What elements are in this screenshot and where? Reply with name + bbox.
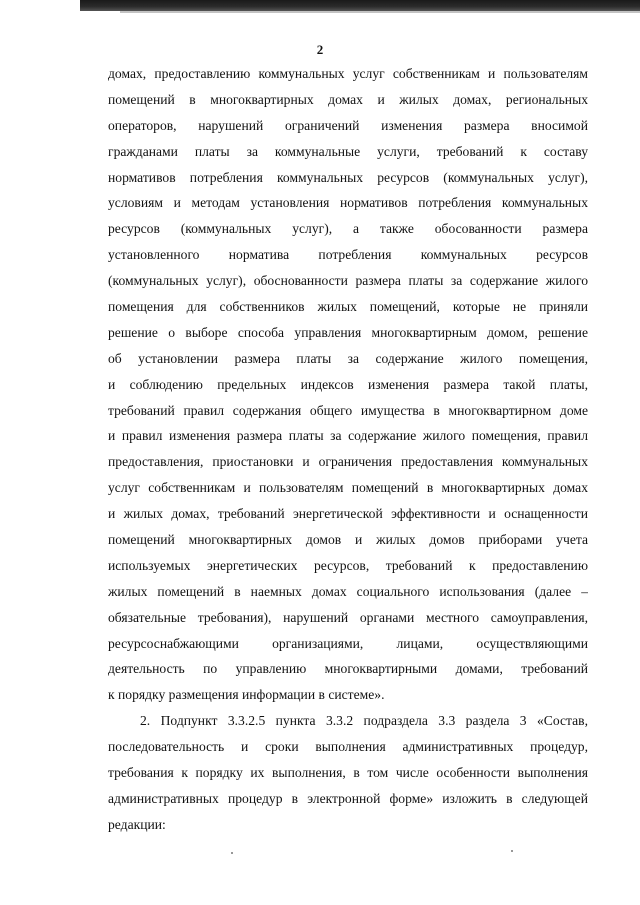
text-line: решение о выборе способа управления многоквартирным домом, решение <box>108 324 588 340</box>
text-line: и правил изменения размера платы за содержание жилого помещения, правил <box>108 428 588 444</box>
text-line: гражданами платы за коммунальные услуги, требований к составу <box>108 143 588 159</box>
text-line: установленного норматива потребления коммунальных ресурсов <box>108 247 588 263</box>
text-line: 2. Подпункт 3.3.2.5 пункта 3.3.2 подраздела 3.3 раздела 3 «Состав, <box>140 713 588 729</box>
text-line: помещения для собственников жилых помещений, которые не приняли <box>108 299 588 315</box>
text-line: нормативов потребления коммунальных ресурсов (коммунальных услуг), <box>108 169 588 185</box>
scan-edge-fade <box>120 11 640 13</box>
document-body <box>108 61 588 838</box>
text-line: последовательность и сроки выполнения административных процедур, <box>108 739 588 755</box>
paragraph-1 <box>108 61 588 708</box>
text-line: услуг собственникам и пользователям помещений в многоквартирных домах <box>108 480 588 496</box>
text-line: обязательные требования), нарушений органами местного самоуправления, <box>108 609 588 625</box>
text-line: ресурсов (коммунальных услуг), а также обосованности размера <box>108 221 588 237</box>
text-line: редакции: <box>108 816 166 832</box>
text-line: домах, предоставлению коммунальных услуг собственникам и пользователям <box>108 66 588 81</box>
text-line: требований правил содержания общего имущества в многоквартирном доме <box>108 402 588 418</box>
text-line: и соблюдению предельных индексов изменения размера такой платы, <box>108 376 588 392</box>
scan-speck <box>511 850 513 852</box>
text-line: помещений в многоквартирных домах и жилых домах, региональных <box>108 91 588 107</box>
text-line: и жилых домах, требований энергетической эффективности и оснащенности <box>108 506 588 522</box>
text-line: помещений многоквартирных домов и жилых домов приборами учета <box>108 532 588 548</box>
text-line: об установлении размера платы за содержание жилого помещения, <box>108 350 588 366</box>
text-line: (коммунальных услуг), обоснованности размера платы за содержание жилого <box>108 273 588 289</box>
text-line: условиям и методам установления нормативов потребления коммунальных <box>108 195 588 211</box>
paragraph-2 <box>108 708 588 837</box>
text-line: к порядку размещения информации в системе». <box>108 687 385 703</box>
text-line: административных процедур в электронной форме» изложить в следующей <box>108 790 588 806</box>
scan-edge-shadow <box>80 0 640 11</box>
text-line: используемых энергетических ресурсов, требований к предоставлению <box>108 557 588 573</box>
page-number: 2 <box>316 42 324 57</box>
text-line: ресурсоснабжающими организациями, лицами, осуществляющими <box>108 635 588 651</box>
text-line: операторов, нарушений ограничений изменения размера вносимой <box>108 117 588 133</box>
text-line: жилых помещений в наемных домах социального использования (далее – <box>108 583 588 599</box>
scan-speck <box>231 852 233 854</box>
text-line: требования к порядку их выполнения, в том числе особенности выполнения <box>108 765 588 781</box>
text-line: деятельность по управлению многоквартирными домами, требований <box>108 661 588 677</box>
text-line: предоставления, приостановки и ограничения предоставления коммунальных <box>108 454 588 470</box>
